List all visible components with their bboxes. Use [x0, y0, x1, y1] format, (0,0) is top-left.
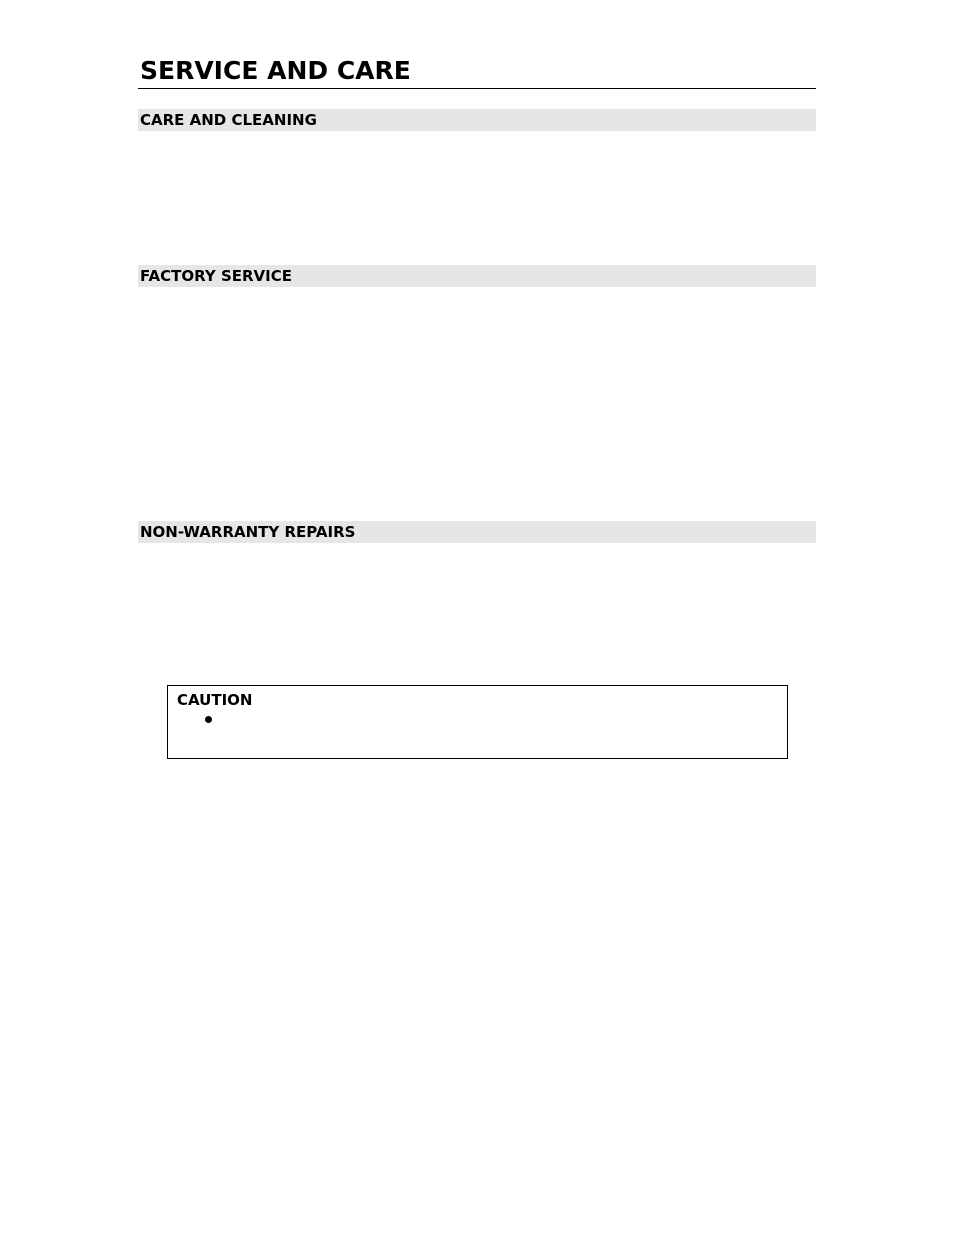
caution-box	[167, 685, 788, 759]
caution-title: CAUTION	[177, 691, 253, 709]
bullet-icon	[205, 716, 212, 723]
page-title: SERVICE AND CARE	[140, 56, 411, 85]
section-heading-factory-service: FACTORY SERVICE	[138, 265, 816, 287]
section-heading-care-and-cleaning: CARE AND CLEANING	[138, 109, 816, 131]
title-divider	[138, 88, 816, 89]
section-heading-non-warranty-repairs: NON-WARRANTY REPAIRS	[138, 521, 816, 543]
